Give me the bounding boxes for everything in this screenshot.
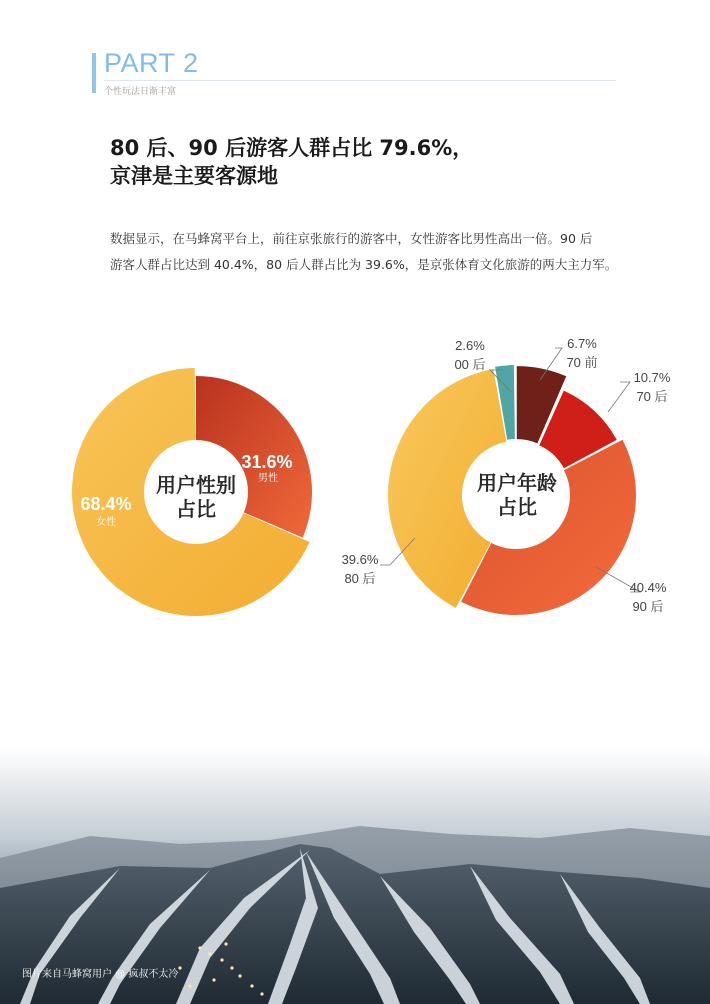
age-00-label: 00 后: [454, 357, 486, 372]
part-subtitle: 个性玩法日渐丰富: [104, 87, 177, 97]
age-90-label: 90 后: [632, 599, 664, 614]
age-center-line-2: 占比: [497, 495, 537, 519]
age-80-label: 80 后: [344, 571, 376, 586]
body-paragraph: [110, 226, 630, 278]
gender-donut-chart: [60, 350, 340, 630]
body-line-2: 游客人群占比达到 40.4%，80 后人群占比为 39.6%，是京张体育文化旅游的两大主力军。: [110, 257, 618, 272]
headline: [110, 134, 473, 190]
gender-center-line-1: 用户性别: [156, 473, 236, 497]
female-label: 女性: [96, 517, 116, 528]
part-title: PART 2: [104, 48, 199, 78]
age-70-label: 70 后: [636, 389, 668, 404]
body-line-1: 数据显示，在马蜂窝平台上，前往京张旅行的游客中，女性游客比男性高出一倍。90 后: [110, 231, 593, 246]
female-percent-label: 68.4%: [80, 494, 132, 514]
age-70a-percent: 6.7%: [567, 336, 597, 351]
age-70-percent: 10.7%: [633, 370, 671, 385]
age-center-line-1: 用户年龄: [477, 471, 557, 495]
age-90-percent: 40.4%: [629, 580, 667, 595]
photo-credit: 图片来自马蜂窝用户 @ 疯叔不太冷: [22, 969, 179, 980]
age-00-percent: 2.6%: [455, 338, 485, 353]
age-donut-chart: [330, 330, 690, 630]
headline-line-1: 80 后、90 后游客人群占比 79.6%，: [110, 136, 474, 160]
gender-center-line-2: 占比: [176, 497, 216, 521]
part-divider: [104, 80, 616, 81]
headline-line-2: 京津是主要客源地: [110, 164, 278, 188]
male-label: 男性: [258, 473, 278, 484]
male-percent-label: 31.6%: [241, 452, 293, 472]
age-70a-label: 70 前: [566, 355, 598, 370]
callout-line-70: [608, 382, 630, 412]
age-80-percent: 39.6%: [341, 552, 379, 567]
part-accent-bar: [92, 53, 96, 93]
